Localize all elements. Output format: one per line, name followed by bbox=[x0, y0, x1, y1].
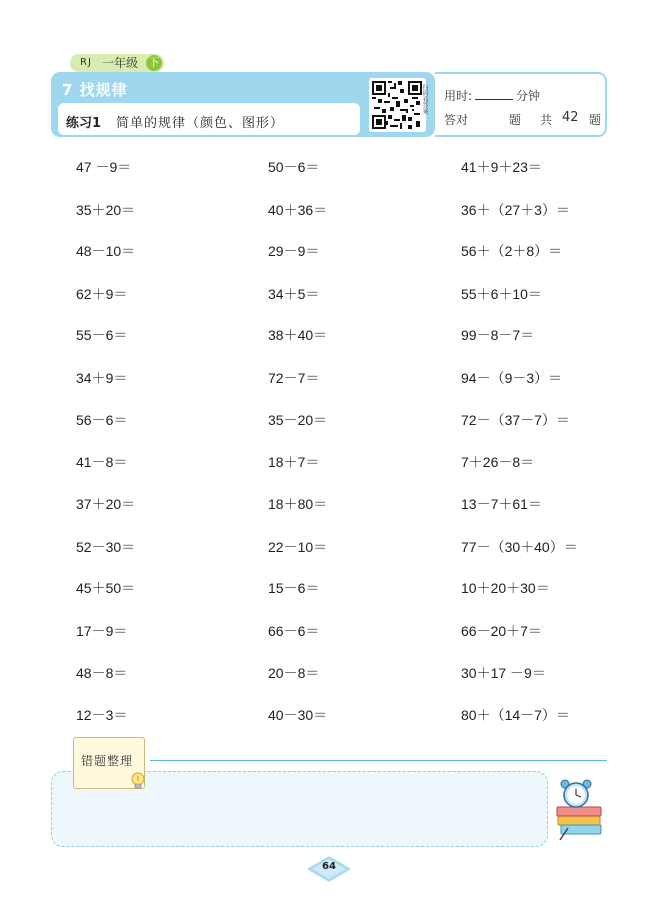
problem-item: 56－6＝ bbox=[76, 412, 128, 428]
time-unit: 分钟 bbox=[516, 89, 541, 103]
problem-item: 94－（9－3）＝ bbox=[461, 370, 563, 386]
problem-item: 48－10＝ bbox=[76, 243, 136, 259]
problem-item: 38＋40＝ bbox=[268, 327, 328, 343]
problem-item: 34＋5＝ bbox=[268, 286, 320, 302]
lesson-number: 练习1 bbox=[66, 116, 102, 131]
problem-item: 48－8＝ bbox=[76, 665, 128, 681]
problem-item: 18＋7＝ bbox=[268, 454, 320, 470]
problem-item: 56＋（2＋8）＝ bbox=[461, 243, 563, 259]
alarm-clock-icon bbox=[554, 778, 606, 842]
problem-item: 13－7＋61＝ bbox=[461, 496, 542, 512]
problem-item: 17－9＝ bbox=[76, 623, 128, 639]
qr-caption: 扫码看答案 bbox=[421, 84, 428, 114]
problem-item: 40－30＝ bbox=[268, 707, 328, 723]
problem-item: 77－（30＋40）＝ bbox=[461, 539, 578, 555]
problem-item: 80＋（14－7）＝ bbox=[461, 707, 570, 723]
problem-item: 37＋20＝ bbox=[76, 496, 136, 512]
problem-item: 35＋20＝ bbox=[76, 202, 136, 218]
problem-item: 72－（37－7）＝ bbox=[461, 412, 570, 428]
mistake-label: 错题整理 bbox=[81, 754, 134, 768]
problem-item: 66－6＝ bbox=[268, 623, 320, 639]
time-field[interactable] bbox=[444, 87, 540, 104]
lesson-title: 简单的规律（颜色、图形） bbox=[116, 116, 285, 131]
problem-item: 66－20＋7＝ bbox=[461, 623, 542, 639]
volume-badge: 下 bbox=[146, 55, 162, 71]
total-count: 42 bbox=[562, 110, 579, 125]
problem-item: 10＋20＋30＝ bbox=[461, 580, 550, 596]
grade-label: 一年级 bbox=[102, 56, 139, 70]
problem-item: 62＋9＝ bbox=[76, 286, 128, 302]
problem-item: 41＋9＋23＝ bbox=[461, 159, 542, 175]
problem-item: 7＋26－8＝ bbox=[461, 454, 535, 470]
problem-item: 55＋6＋10＝ bbox=[461, 286, 542, 302]
grade-badge bbox=[70, 54, 164, 72]
problem-item: 34＋9＝ bbox=[76, 370, 128, 386]
problem-item: 22－10＝ bbox=[268, 539, 328, 555]
problem-item: 52－30＝ bbox=[76, 539, 136, 555]
problem-item: 72－7＝ bbox=[268, 370, 320, 386]
problem-item: 12－3＝ bbox=[76, 707, 128, 723]
problem-item: 35－20＝ bbox=[268, 412, 328, 428]
problem-item: 45＋50＝ bbox=[76, 580, 136, 596]
problem-item: 99－8－7＝ bbox=[461, 327, 535, 343]
correct-unit: 题 bbox=[509, 113, 522, 127]
problem-item: 47 －9＝ bbox=[76, 159, 132, 175]
problem-item: 20－8＝ bbox=[268, 665, 320, 681]
problem-item: 15－6＝ bbox=[268, 580, 320, 596]
problem-item: 40＋36＝ bbox=[268, 202, 328, 218]
qr-code-icon bbox=[372, 81, 422, 129]
problem-item: 30＋17 －9＝ bbox=[461, 665, 546, 681]
series-code: RJ bbox=[80, 57, 92, 68]
problem-item: 50－6＝ bbox=[268, 159, 320, 175]
problem-item: 41－8＝ bbox=[76, 454, 128, 470]
problem-item: 36＋（27＋3）＝ bbox=[461, 202, 570, 218]
correct-label: 答对 bbox=[444, 113, 469, 127]
total-unit: 题 bbox=[589, 113, 602, 127]
problem-item: 55－6＝ bbox=[76, 327, 128, 343]
problem-item: 18＋80＝ bbox=[268, 496, 328, 512]
time-label: 用时: bbox=[444, 89, 473, 103]
problem-item: 29－9＝ bbox=[268, 243, 320, 259]
total-label: 共 bbox=[540, 113, 553, 127]
qr-code[interactable] bbox=[369, 78, 426, 132]
time-blank[interactable] bbox=[475, 89, 513, 100]
section-divider bbox=[150, 760, 607, 761]
page-number: 64 bbox=[322, 861, 336, 872]
chapter-title: 7 找规律 bbox=[62, 81, 128, 99]
lightbulb-icon bbox=[128, 771, 148, 793]
